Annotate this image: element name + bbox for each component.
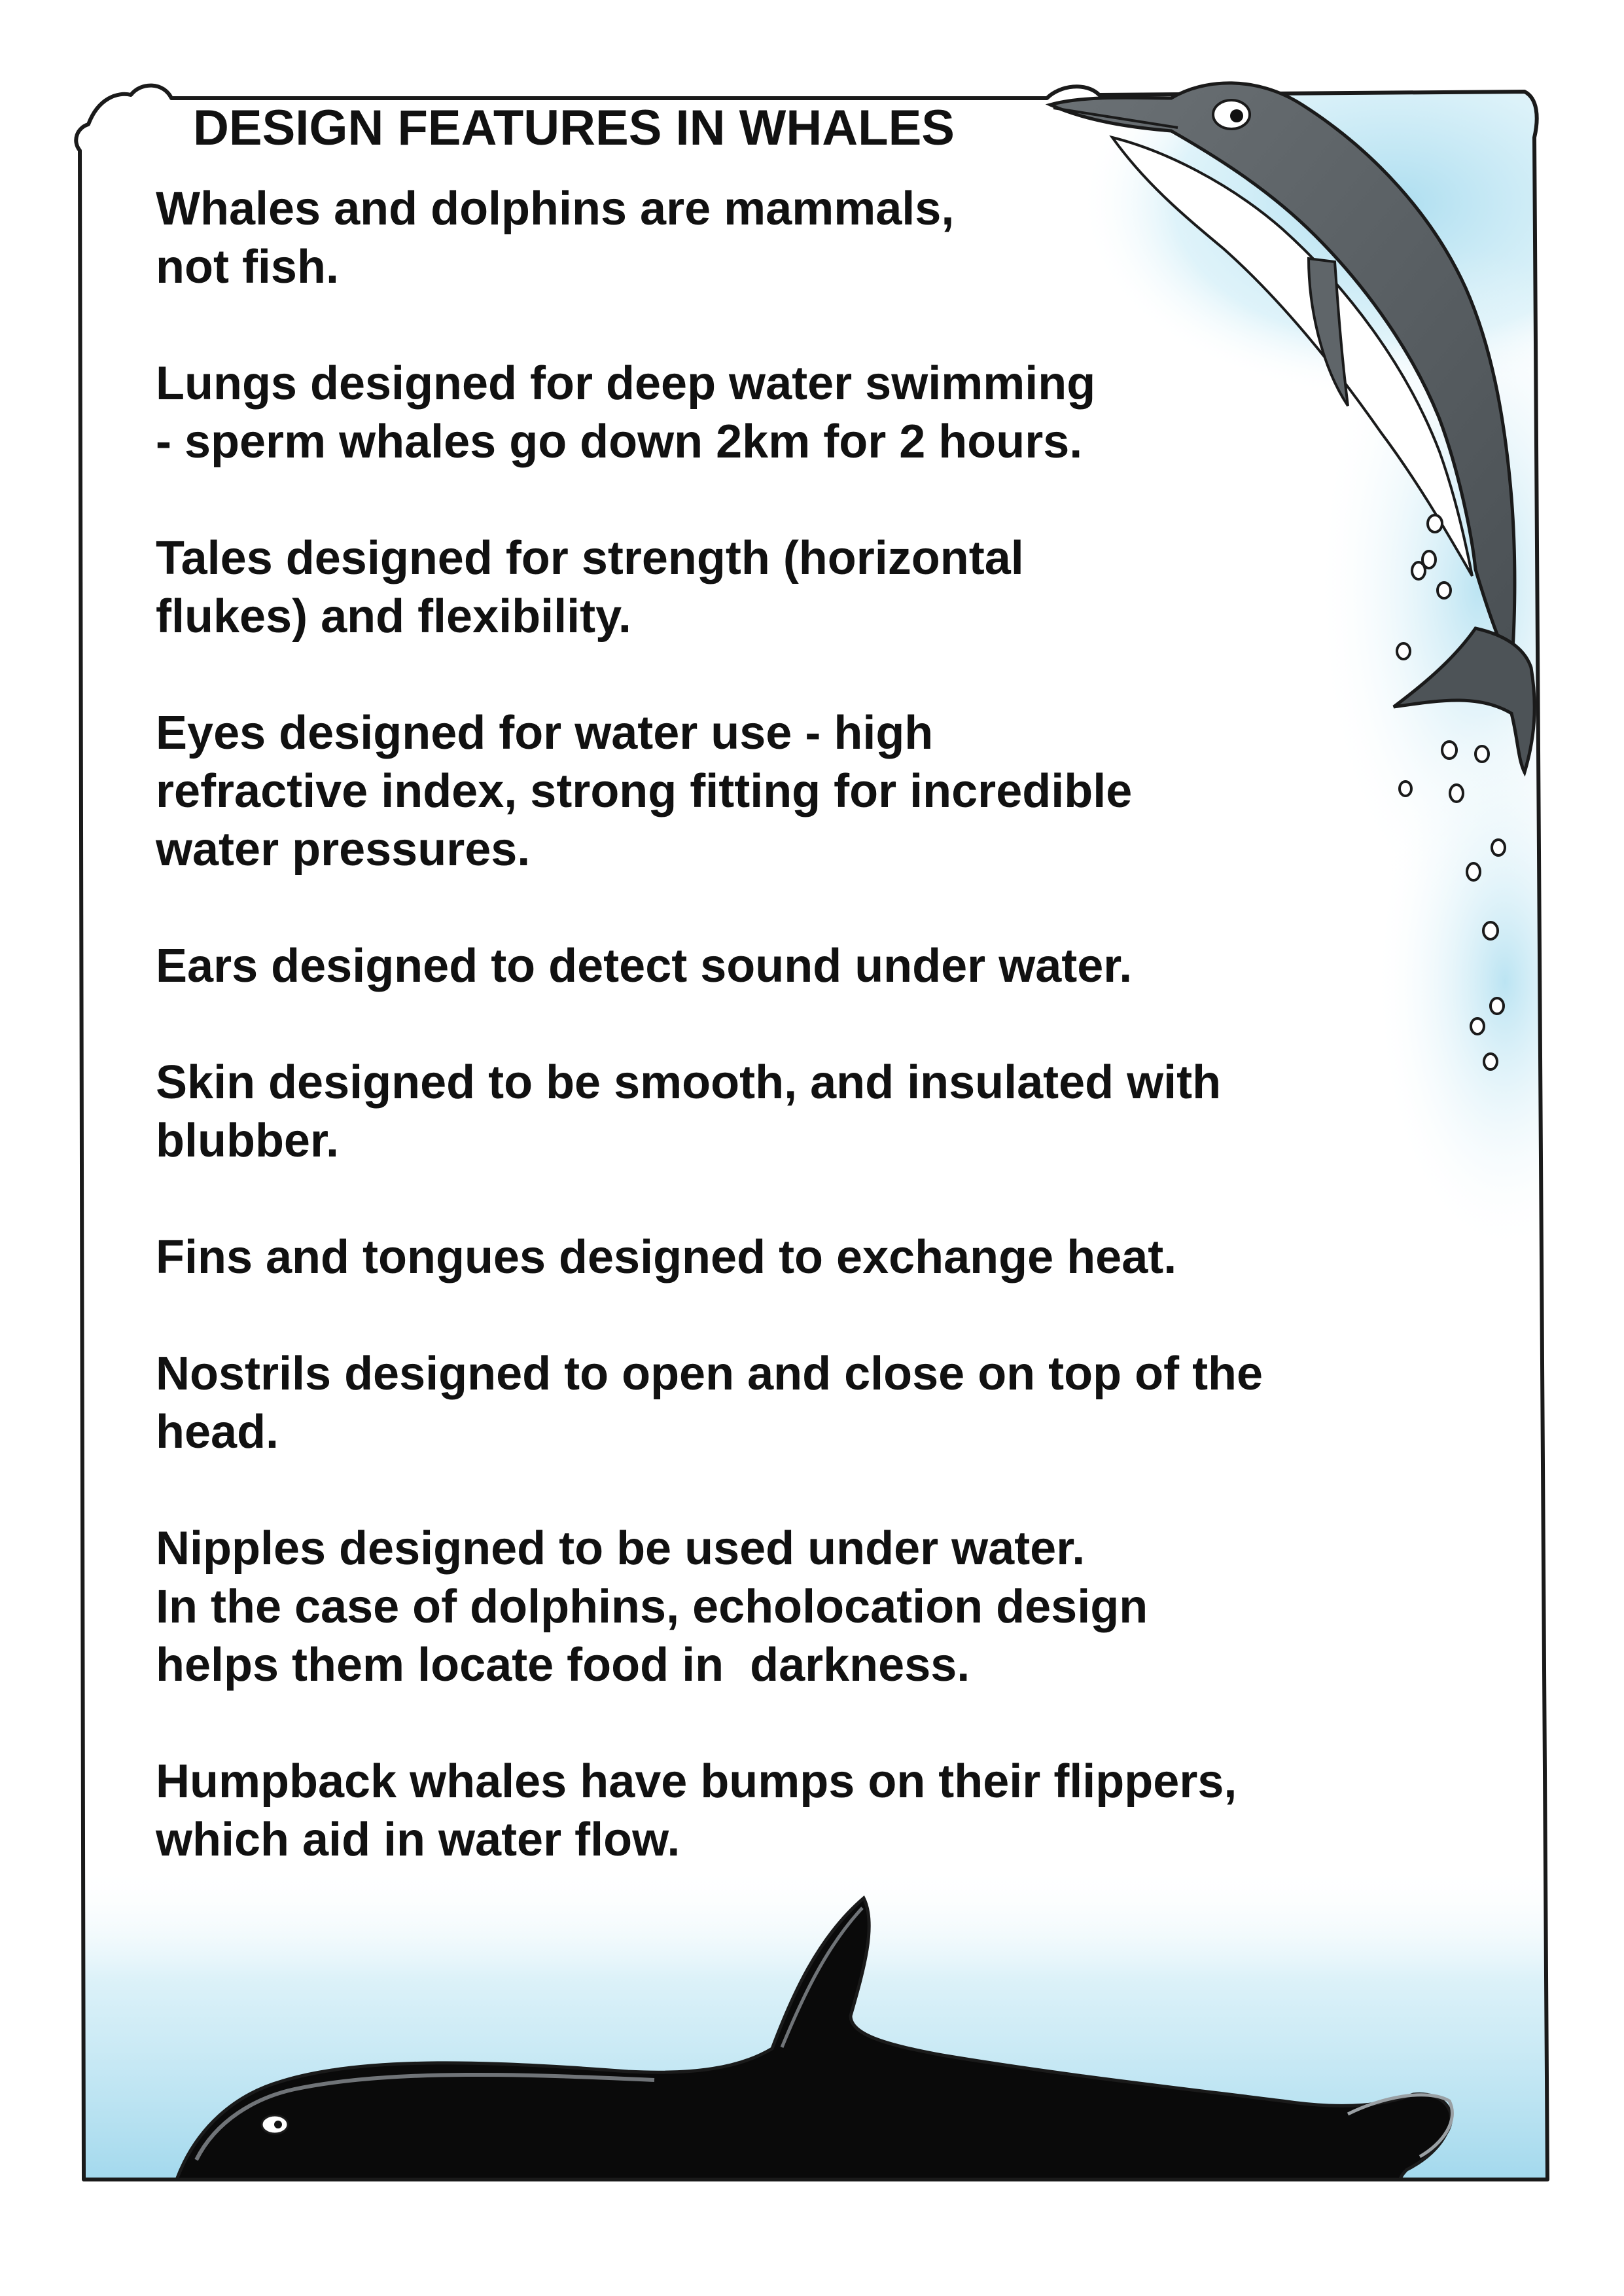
paragraph-eyes — [156, 704, 1438, 879]
text-line: Whales and dolphins are mammals, — [156, 183, 955, 235]
page-title: DESIGN FEATURES IN WHALES — [193, 100, 955, 156]
text-line: Nostrils designed to open and close on top of the — [156, 1348, 1263, 1400]
features-text — [156, 180, 1438, 1928]
paragraph-nipples — [156, 1520, 1438, 1695]
text-line: which aid in water flow. — [156, 1814, 680, 1866]
text-line: not fish. — [156, 241, 339, 293]
text-line: In the case of dolphins, echolocation design — [156, 1581, 1148, 1633]
text-line: refractive index, strong fitting for incredible — [156, 765, 1133, 817]
text-line: helps them locate food in darkness. — [156, 1639, 970, 1691]
text-line: head. — [156, 1406, 279, 1458]
paragraph-nostrils — [156, 1345, 1438, 1462]
paragraph-lungs — [156, 355, 1438, 471]
text-line: Nipples designed to be used under water. — [156, 1522, 1086, 1575]
text-line: water pressures. — [156, 823, 531, 876]
text-line: flukes) and flexibility. — [156, 590, 631, 643]
text-line: Humpback whales have bumps on their flippers, — [156, 1755, 1237, 1808]
text-line: Fins and tongues designed to exchange heat. — [156, 1231, 1177, 1283]
paragraph-ears — [156, 937, 1438, 996]
text-line: blubber. — [156, 1115, 340, 1167]
text-line: Lungs designed for deep water swimming — [156, 357, 1096, 410]
paragraph-fins — [156, 1229, 1438, 1287]
paragraph-skin — [156, 1054, 1438, 1170]
paragraph-mammals — [156, 180, 1438, 296]
text-line: - sperm whales go down 2km for 2 hours. — [156, 416, 1083, 468]
text-line: Skin designed to be smooth, and insulated with — [156, 1056, 1222, 1109]
text-line: Tales designed for strength (horizontal — [156, 532, 1024, 584]
text-line: Ears designed to detect sound under water. — [156, 940, 1133, 992]
text-line: Eyes designed for water use - high — [156, 707, 934, 759]
paragraph-tails — [156, 529, 1438, 646]
paragraph-humpback — [156, 1753, 1438, 1869]
